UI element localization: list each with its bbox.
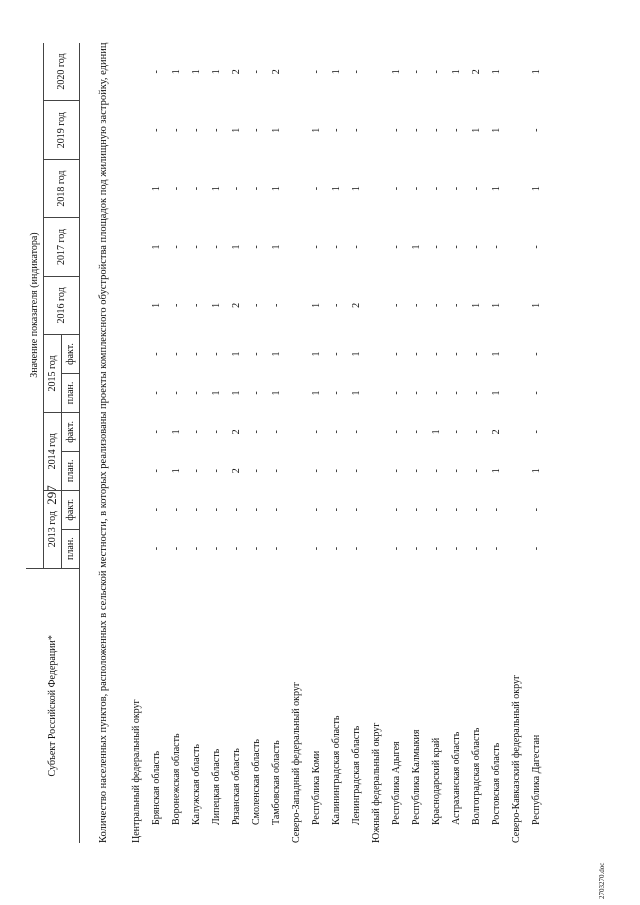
value-cell: [506, 373, 526, 412]
value-cell: -: [430, 546, 442, 551]
value-cell: -: [390, 245, 402, 249]
value-cell: 1: [310, 127, 322, 133]
value-cell: 1: [270, 127, 282, 133]
value-cell: 1: [310, 302, 322, 308]
table-row: [346, 43, 366, 843]
value-cell: -: [490, 245, 502, 249]
value-cell: [126, 335, 146, 374]
value-cell: -: [150, 128, 162, 132]
value-cell: -: [250, 430, 262, 434]
value-cell: -: [330, 430, 342, 434]
value-cell: -: [330, 303, 342, 308]
value-cell: -: [410, 469, 422, 473]
value-cell: -: [450, 546, 462, 551]
value-cell: -: [270, 469, 282, 473]
value-cell: -: [230, 508, 242, 512]
value-cell: -: [210, 245, 222, 249]
value-cell: -: [250, 70, 262, 74]
value-cell: -: [530, 245, 542, 249]
value-cell: 2: [470, 69, 482, 75]
value-cell: [506, 218, 526, 276]
value-cell: -: [170, 352, 182, 356]
region-name: Калининградская область: [330, 715, 342, 825]
region-name: Липецкая область: [210, 748, 222, 825]
value-cell: -: [470, 186, 482, 191]
value-cell: [366, 412, 386, 451]
value-cell: 1: [530, 302, 542, 308]
value-cell: -: [210, 430, 222, 434]
value-cell: 1: [230, 127, 242, 133]
value-cell: 1: [210, 186, 222, 192]
value-cell: [126, 276, 146, 334]
table-row: [326, 43, 346, 843]
value-cell: 1: [530, 468, 542, 474]
table-row: [486, 43, 506, 843]
value-cell: 1: [310, 390, 322, 396]
value-cell: [366, 218, 386, 276]
value-cell: -: [250, 303, 262, 308]
value-cell: [286, 276, 306, 334]
value-cell: 1: [350, 390, 362, 396]
value-cell: -: [430, 508, 442, 512]
value-cell: -: [310, 508, 322, 512]
value-cell: 1: [490, 390, 502, 396]
region-name: Тамбовская область: [270, 740, 282, 825]
district-row: [286, 43, 306, 843]
value-cell: -: [330, 391, 342, 395]
value-cell: -: [190, 508, 202, 512]
district-row: [506, 43, 526, 843]
region-name: Ростовская область: [490, 742, 502, 825]
value-cell: -: [190, 352, 202, 356]
table-row: [246, 43, 266, 843]
region-name: Волгоградская область: [470, 727, 482, 825]
value-cell: -: [190, 391, 202, 395]
value-cell: -: [470, 352, 482, 356]
table-row: [406, 43, 426, 843]
value-cell: -: [410, 70, 422, 74]
value-cell: [286, 159, 306, 217]
value-cell: -: [250, 391, 262, 395]
value-cell: -: [330, 128, 342, 132]
value-cell: -: [150, 70, 162, 74]
indicator-table: [26, 43, 546, 843]
value-cell: [506, 159, 526, 217]
value-cell: -: [350, 70, 362, 74]
subject-header: Субъект Российской Федерации*: [26, 568, 80, 843]
value-cell: -: [250, 186, 262, 191]
value-cell: -: [210, 508, 222, 512]
value-cell: [506, 43, 526, 101]
value-cell: 1: [210, 390, 222, 396]
table-row: [446, 43, 466, 843]
value-cell: -: [150, 469, 162, 473]
value-cell: -: [410, 546, 422, 551]
value-cell: -: [530, 128, 542, 132]
value-cell: -: [470, 391, 482, 395]
value-cell: 1: [150, 244, 162, 250]
value-cell: 1: [390, 69, 402, 75]
value-cell: -: [350, 508, 362, 512]
district-name: Северо-Западный федеральный округ: [290, 682, 302, 843]
value-cell: [286, 529, 306, 568]
fact-header: факт.: [62, 335, 80, 374]
value-cell: [366, 101, 386, 159]
value-cell: [506, 412, 526, 451]
value-cell: -: [530, 352, 542, 356]
value-cell: -: [170, 508, 182, 512]
value-cell: -: [350, 469, 362, 473]
value-cell: -: [230, 186, 242, 191]
value-cell: -: [390, 352, 402, 356]
value-cell: [286, 412, 306, 451]
table-row: [266, 43, 286, 843]
value-cell: -: [390, 469, 402, 473]
value-cell: 1: [430, 429, 442, 435]
year-header: 2013 год: [44, 490, 62, 568]
value-cell: -: [430, 70, 442, 74]
value-cell: -: [310, 546, 322, 551]
value-cell: -: [310, 245, 322, 249]
value-cell: -: [410, 186, 422, 191]
value-cell: -: [450, 391, 462, 395]
value-cell: 2: [490, 429, 502, 435]
value-cell: -: [150, 508, 162, 512]
value-cell: [126, 101, 146, 159]
value-cell: 1: [490, 351, 502, 357]
value-cell: -: [390, 186, 402, 191]
value-cell: -: [450, 469, 462, 473]
table-row: [226, 43, 246, 843]
value-cell: -: [310, 430, 322, 434]
value-cell: -: [390, 128, 402, 132]
value-cell: -: [430, 186, 442, 191]
value-cell: -: [390, 508, 402, 512]
value-cell: -: [250, 508, 262, 512]
value-cell: -: [270, 546, 282, 551]
table-row: [206, 43, 226, 843]
table-row: [526, 43, 546, 843]
value-cell: 1: [210, 302, 222, 308]
value-cell: 2: [350, 302, 362, 308]
value-cell: 1: [230, 351, 242, 357]
district-name: Южный федеральный округ: [370, 722, 382, 843]
value-cell: 1: [490, 302, 502, 308]
region-name: Республика Дагестан: [530, 734, 542, 825]
value-cell: -: [210, 469, 222, 473]
value-cell: -: [270, 430, 282, 434]
value-cell: [126, 373, 146, 412]
value-cell: -: [410, 128, 422, 132]
document-id: 2703270.doc: [598, 862, 606, 899]
value-cell: [506, 101, 526, 159]
table-row: [466, 43, 486, 843]
fact-header: факт.: [62, 412, 80, 451]
value-cell: -: [390, 430, 402, 434]
value-cell: -: [410, 352, 422, 356]
value-cell: -: [450, 245, 462, 249]
value-cell: -: [450, 508, 462, 512]
value-cell: 1: [170, 429, 182, 435]
region-name: Астраханская область: [450, 731, 462, 825]
plan-header: план.: [62, 451, 80, 490]
value-cell: 1: [170, 468, 182, 474]
value-cell: -: [470, 245, 482, 249]
value-cell: 1: [470, 127, 482, 133]
value-cell: -: [470, 508, 482, 512]
value-cell: [126, 529, 146, 568]
value-cell: 1: [270, 351, 282, 357]
value-cell: 1: [470, 302, 482, 308]
value-cell: [126, 451, 146, 490]
plan-header: план.: [62, 373, 80, 412]
value-cell: [366, 276, 386, 334]
value-cell: [506, 529, 526, 568]
value-cell: -: [330, 245, 342, 249]
value-cell: -: [530, 391, 542, 395]
value-cell: -: [490, 508, 502, 512]
value-cell: -: [270, 508, 282, 512]
region-name: Рязанская область: [230, 748, 242, 825]
region-name: Ленинградская область: [350, 725, 362, 825]
value-cell: -: [310, 186, 322, 191]
value-cell: -: [170, 186, 182, 191]
value-cell: -: [470, 430, 482, 434]
value-cell: [286, 335, 306, 374]
year-header: 2014 год: [44, 412, 62, 490]
value-cell: -: [170, 391, 182, 395]
value-cell: -: [350, 128, 362, 132]
region-name: Воронежская область: [170, 733, 182, 825]
value-cell: [286, 43, 306, 101]
region-name: Калужская область: [190, 744, 202, 825]
value-cell: 2: [230, 468, 242, 474]
value-cell: 1: [330, 69, 342, 75]
value-cell: [366, 373, 386, 412]
value-cell: -: [390, 391, 402, 395]
value-cell: -: [250, 352, 262, 356]
value-cell: [126, 159, 146, 217]
value-cell: 1: [490, 69, 502, 75]
value-cell: -: [350, 430, 362, 434]
value-cell: [286, 490, 306, 529]
value-cell: -: [470, 469, 482, 473]
value-cell: -: [250, 245, 262, 249]
value-cell: [506, 490, 526, 529]
district-row: [126, 43, 146, 843]
value-cell: -: [150, 430, 162, 434]
value-cell: [366, 529, 386, 568]
value-cell: [126, 412, 146, 451]
value-cell: -: [190, 430, 202, 434]
value-cell: -: [430, 391, 442, 395]
value-cell: -: [210, 352, 222, 356]
value-cell: -: [170, 245, 182, 249]
table-caption: Количество населенных пунктов, расположенных в сельской местности, в которых реализованы проекты комплексного обустройства площадок под жилищную застройку, единиц: [97, 42, 109, 843]
value-cell: -: [250, 469, 262, 473]
value-cell: 2: [230, 69, 242, 75]
year-header: 2018 год: [44, 159, 80, 217]
value-cell: [126, 43, 146, 101]
value-cell: -: [230, 546, 242, 551]
table-row: [306, 43, 326, 843]
value-cell: [366, 335, 386, 374]
value-cell: 1: [330, 186, 342, 192]
value-cell: 1: [170, 69, 182, 75]
value-cell: [366, 451, 386, 490]
value-cell: -: [330, 508, 342, 512]
year-header: 2020 год: [44, 43, 80, 101]
value-cell: -: [330, 469, 342, 473]
value-cell: -: [250, 546, 262, 551]
value-cell: -: [530, 430, 542, 434]
value-cell: -: [150, 352, 162, 356]
year-header: 2016 год: [44, 276, 80, 334]
value-cell: 1: [150, 302, 162, 308]
value-cell: 1: [350, 351, 362, 357]
value-cell: -: [450, 128, 462, 132]
value-cell: 1: [270, 390, 282, 396]
value-cell: -: [410, 303, 422, 308]
table-row: [426, 43, 446, 843]
value-cell: [126, 218, 146, 276]
value-cell: -: [170, 546, 182, 551]
value-cell: 1: [530, 69, 542, 75]
value-cell: [506, 335, 526, 374]
value-cell: -: [210, 128, 222, 132]
fact-header: факт.: [62, 490, 80, 529]
value-cell: 1: [270, 244, 282, 250]
value-cell: [126, 490, 146, 529]
value-cell: -: [330, 546, 342, 551]
value-cell: 2: [230, 429, 242, 435]
value-cell: -: [490, 546, 502, 551]
value-cell: -: [390, 303, 402, 308]
value-cell: 1: [210, 69, 222, 75]
plan-header: план.: [62, 529, 80, 568]
value-cell: [286, 373, 306, 412]
region-name: Брянская область: [150, 750, 162, 825]
value-cell: -: [190, 546, 202, 551]
value-cell: -: [350, 546, 362, 551]
table-row: [166, 43, 186, 843]
value-cell: -: [450, 352, 462, 356]
value-cell: -: [310, 469, 322, 473]
value-cell: -: [170, 303, 182, 308]
district-name: Северо-Кавказский федеральный округ: [510, 674, 522, 843]
value-cell: -: [170, 128, 182, 132]
value-cell: [506, 451, 526, 490]
value-cell: 1: [410, 244, 422, 250]
value-cell: -: [430, 352, 442, 356]
value-cell: -: [450, 430, 462, 434]
year-header: 2019 год: [44, 101, 80, 159]
value-cell: -: [350, 245, 362, 249]
year-header: 2017 год: [44, 218, 80, 276]
value-cell: 2: [230, 302, 242, 308]
value-cell: [286, 101, 306, 159]
value-cell: 1: [270, 186, 282, 192]
region-name: Смоленская область: [250, 739, 262, 825]
value-cell: -: [450, 186, 462, 191]
value-cell: -: [430, 303, 442, 308]
district-row: [366, 43, 386, 843]
value-cell: -: [410, 430, 422, 434]
value-cell: -: [330, 352, 342, 356]
value-cell: -: [430, 469, 442, 473]
value-cell: 1: [230, 244, 242, 250]
value-cell: [286, 451, 306, 490]
value-cell: -: [150, 546, 162, 551]
value-cell: 1: [450, 69, 462, 75]
value-cell: [366, 43, 386, 101]
value-cell: [366, 490, 386, 529]
region-name: Республика Коми: [310, 750, 322, 825]
year-header: 2015 год: [44, 335, 62, 413]
value-cell: 2: [270, 69, 282, 75]
region-name: Краснодарский край: [430, 737, 442, 825]
region-name: Республика Калмыкия: [410, 729, 422, 825]
value-cell: 1: [530, 186, 542, 192]
value-cell: -: [190, 128, 202, 132]
value-cell: 1: [490, 468, 502, 474]
value-cell: -: [210, 546, 222, 551]
value-cell: -: [410, 508, 422, 512]
value-cell: 1: [490, 127, 502, 133]
value-cell: 1: [190, 69, 202, 75]
value-cell: -: [190, 245, 202, 249]
value-cell: 1: [230, 390, 242, 396]
region-name: Республика Адыгея: [390, 741, 402, 825]
value-cell: -: [190, 469, 202, 473]
value-cell: -: [470, 546, 482, 551]
value-cell: 1: [150, 186, 162, 192]
value-cell: -: [390, 546, 402, 551]
value-cell: -: [430, 245, 442, 249]
value-cell: -: [270, 303, 282, 308]
value-cell: -: [310, 70, 322, 74]
value-cell: -: [410, 391, 422, 395]
value-cell: -: [530, 546, 542, 551]
table-row: [146, 43, 166, 843]
value-cell: -: [450, 303, 462, 308]
indicator-header: Значение показателя (индикатора): [26, 43, 44, 569]
district-name: Центральный федеральный округ: [130, 699, 142, 843]
value-cell: -: [530, 508, 542, 512]
value-cell: 1: [490, 186, 502, 192]
value-cell: [506, 276, 526, 334]
value-cell: -: [190, 303, 202, 308]
value-cell: -: [250, 128, 262, 132]
value-cell: -: [190, 186, 202, 191]
value-cell: [286, 218, 306, 276]
value-cell: 1: [310, 351, 322, 357]
value-cell: -: [430, 128, 442, 132]
value-cell: [366, 159, 386, 217]
value-cell: 1: [350, 186, 362, 192]
value-cell: -: [150, 391, 162, 395]
page-number: 297: [44, 485, 59, 505]
table-row: [186, 43, 206, 843]
table-row: [386, 43, 406, 843]
